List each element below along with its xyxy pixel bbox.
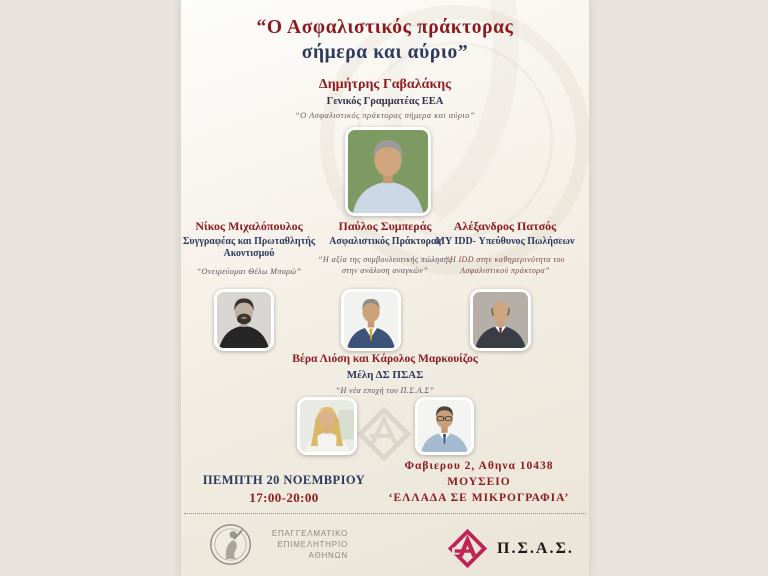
psas-label: Π.Σ.Α.Σ. (497, 539, 574, 557)
speaker-quote: “Η αξία της συμβουλευτικής πώλησης στην ανάλυση αναγκών” (318, 255, 452, 275)
chamber-line-3: ΑΘΗΝΩΝ (308, 551, 348, 560)
chamber-line-1: ΕΠΑΓΓΕΛΜΑΤΙΚΟ (271, 529, 348, 538)
event-address: Φαβιερου 2, Αθηνα 10438 (404, 460, 554, 472)
keynote-role: Γενικός Γραμματέας ΕΕΑ (326, 96, 444, 107)
photo-michalopoulos (214, 289, 274, 351)
speaker-name: Νίκος Μιχαλόπουλος (195, 219, 303, 233)
photo-patsos (470, 289, 531, 351)
title-line-2: σήμερα και αύριο” (301, 42, 469, 64)
speaker-name: Αλέξανδρος Πατσός (453, 219, 557, 233)
photo-keynote (345, 127, 431, 216)
chamber-line-2: ΕΠΙΜΕΛΗΤΗΡΙΟ (277, 540, 348, 549)
photo-markouizos (415, 397, 474, 455)
event-day: ΠΕΜΠΤΗ 20 ΝΟΕΜΒΡΙΟΥ (202, 473, 366, 487)
speaker-role: Συγγραφέας και Πρωταθλητής Ακοντισμού (182, 236, 316, 259)
speaker-quote: “Η IDD στην καθημερινότητα του Ασφαλιστικού πράκτορα” (445, 255, 565, 275)
chamber-emblem-icon (209, 523, 252, 566)
keynote-quote: “Ο Ασφαλιστικός πράκτορας σήμερα και αύριο” (295, 110, 475, 120)
keynote-name: Δημήτρης Γαβαλάκης (318, 77, 452, 92)
event-time: 17:00-20:00 (249, 490, 319, 505)
photo-liosi (297, 397, 357, 455)
photo-symperas (341, 289, 401, 351)
psas-logo (447, 528, 574, 569)
footer-divider (184, 513, 586, 514)
speaker-name: Παύλος Συμπεράς (338, 219, 432, 233)
speaker-block-michalopoulos (181, 219, 317, 277)
chamber-label (260, 528, 348, 561)
event-venue-line2: ‘ΕΛΛΑΔΑ ΣΕ ΜΙΚΡΟΓΡΑΦΙΑ’ (388, 492, 570, 504)
duo-block (181, 352, 589, 395)
event-location-block (379, 458, 579, 506)
speaker-role: Ασφαλιστικός Πράκτορας (329, 236, 441, 247)
event-poster (180, 0, 590, 576)
duo-names: Βέρα Λιόση και Κάρολος Μαρκουίζος (292, 353, 478, 365)
duo-quote: “Η νέα εποχή του Π.Σ.Α.Σ” (335, 386, 435, 395)
psas-emblem-icon (447, 528, 488, 569)
keynote-block (181, 77, 589, 120)
speaker-block-patsos (421, 219, 589, 276)
chamber-logo (209, 523, 348, 566)
title-line-1: “Ο Ασφαλιστικός πράκτορας (256, 17, 514, 38)
event-datetime-block (189, 472, 379, 506)
duo-role: Μέλη ΔΣ ΠΣΑΣ (346, 369, 424, 381)
speaker-role: MY IDD- Υπεύθυνος Πωλήσεων (435, 236, 575, 247)
event-venue-line1: ΜΟΥΣΕΙΟ (447, 476, 511, 488)
speaker-quote: “Ονειρεύομαι Θέλω Μπορώ” (196, 267, 302, 276)
footer-logos (181, 518, 589, 576)
poster-title (181, 15, 589, 66)
